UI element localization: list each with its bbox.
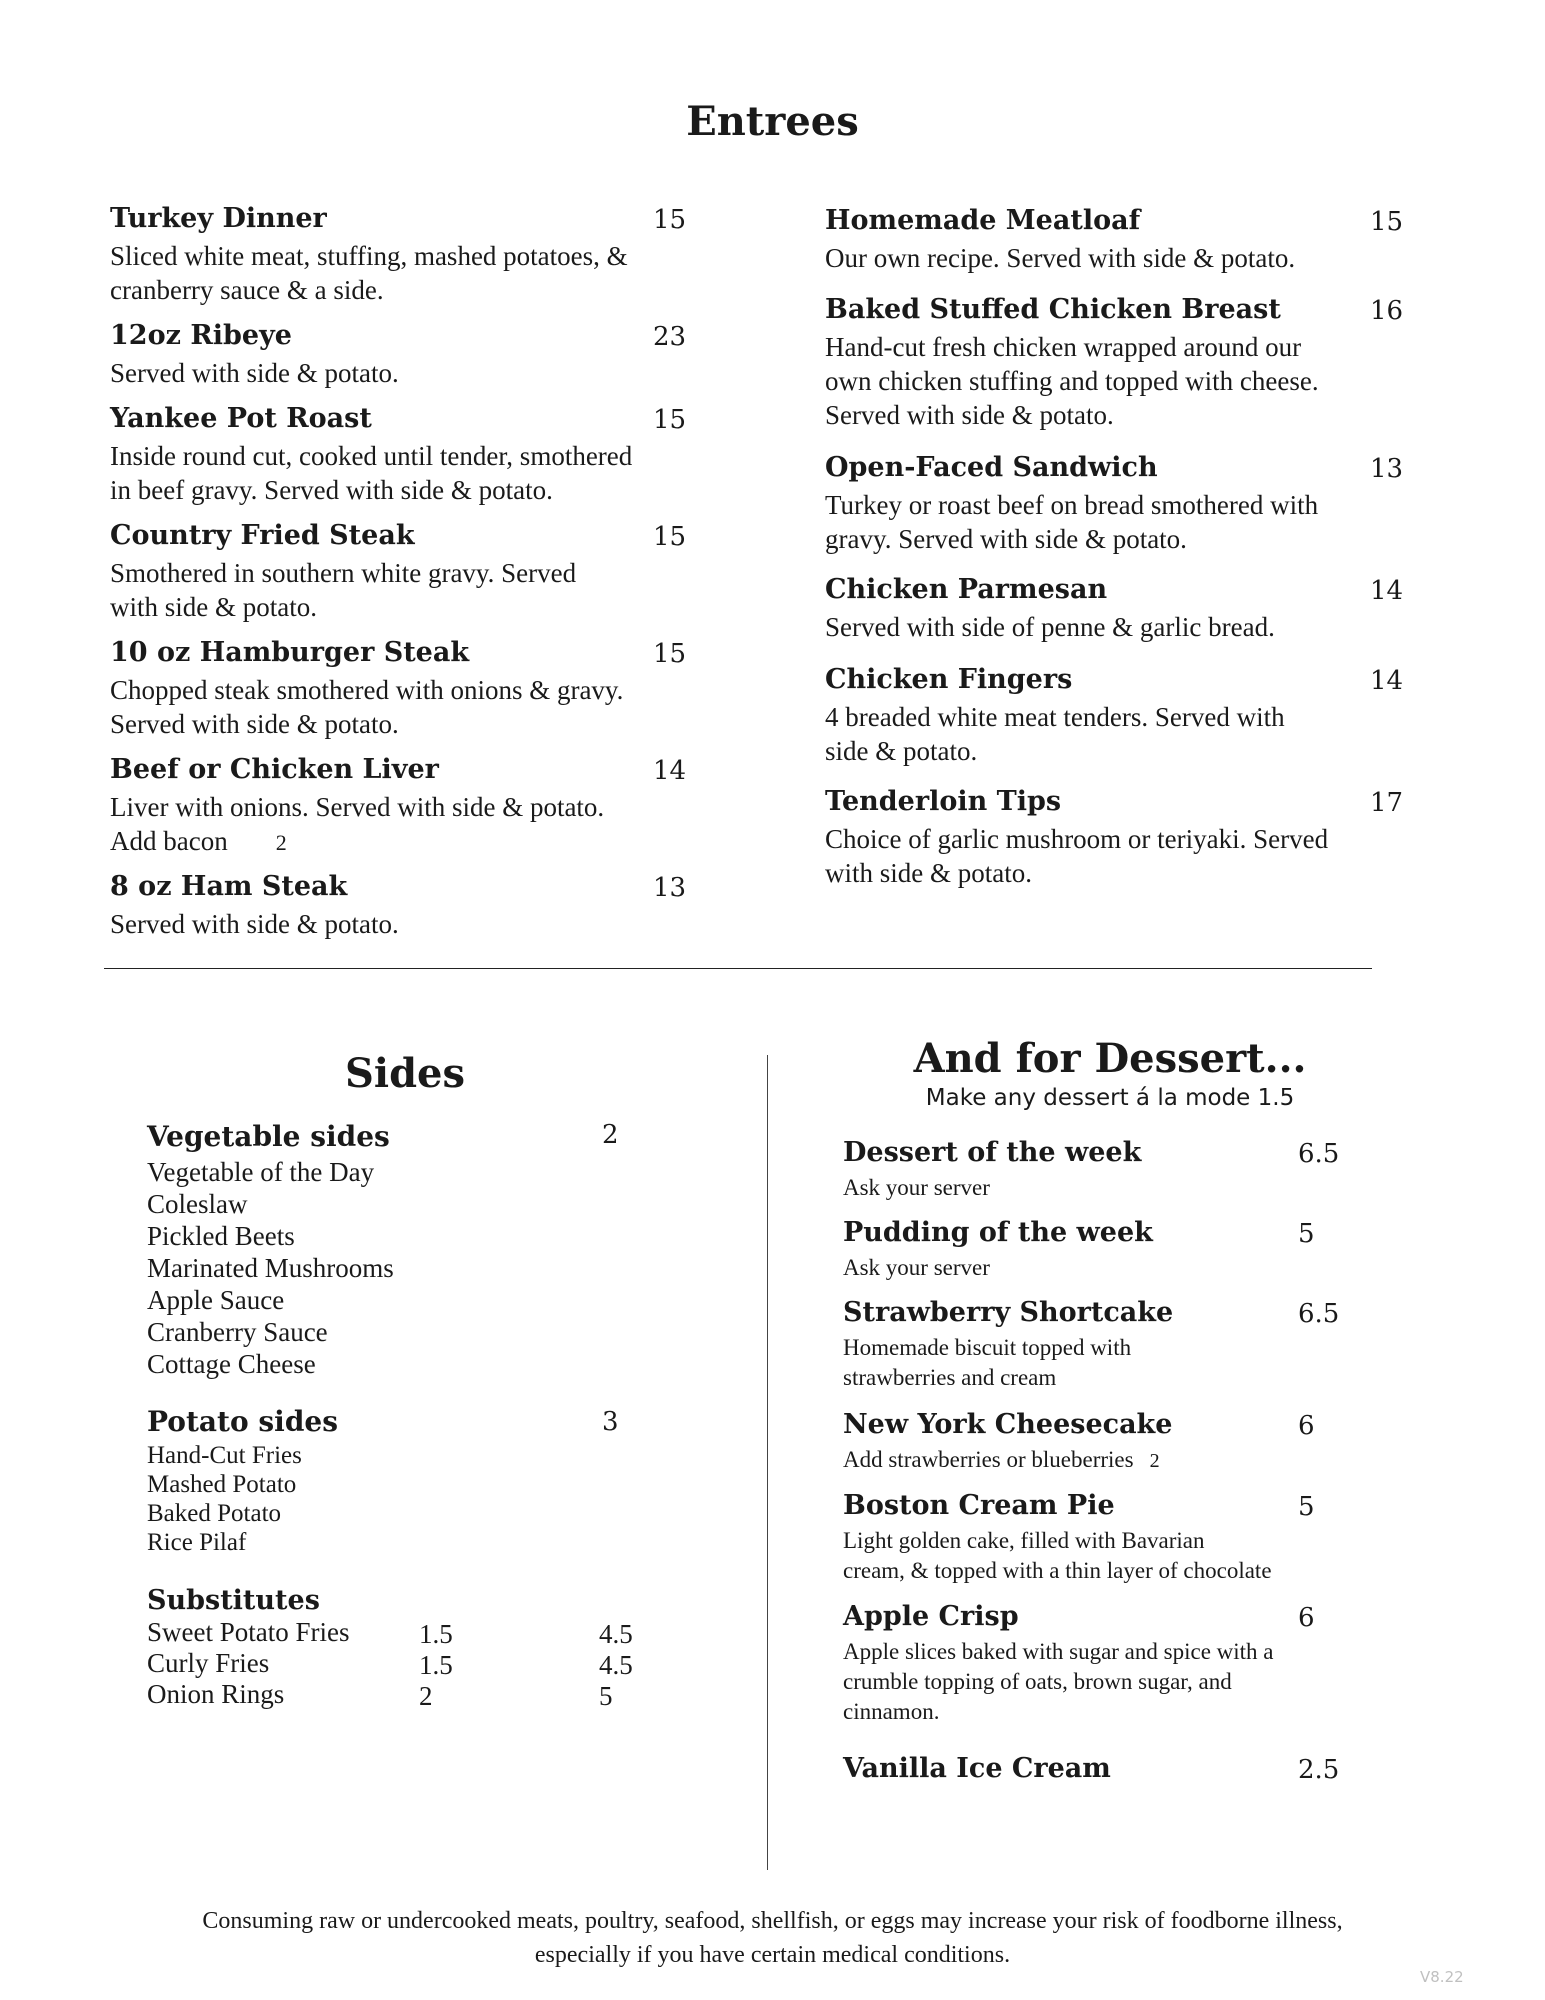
sides-title: Sides	[344, 1050, 466, 1097]
entree-desc: side & potato.	[825, 736, 978, 766]
dessert-desc: Light golden cake, filled with Bavarian	[843, 1528, 1205, 1553]
entree-name: Open-Faced Sandwich	[825, 452, 1158, 483]
entree-name: Baked Stuffed Chicken Breast	[825, 294, 1281, 325]
entree-desc: Served with side of penne & garlic bread.	[825, 612, 1275, 642]
entree-desc: Hand-cut fresh chicken wrapped around our	[825, 332, 1302, 362]
entree-desc: Choice of garlic mushroom or teriyaki. Served	[825, 824, 1329, 854]
substitute-price-b: 5	[599, 1681, 613, 1711]
footer-line: Consuming raw or undercooked meats, poultry, seafood, shellfish, or eggs may increase your risk of foodborne illness,	[202, 1908, 1343, 1934]
entree-stuffed-chicken	[825, 294, 1404, 432]
entree-name: 12oz Ribeye	[110, 320, 292, 351]
entree-name: Turkey Dinner	[110, 203, 327, 234]
entree-desc: Served with side & potato.	[110, 358, 399, 388]
entree-desc: Inside round cut, cooked until tender, smothered	[110, 441, 633, 471]
dessert-item	[843, 1601, 1363, 1727]
dessert-name: Vanilla Ice Cream	[843, 1753, 1111, 1784]
entree-name: Country Fried Steak	[110, 520, 415, 551]
entree-desc: Our own recipe. Served with side & potato.	[825, 243, 1296, 273]
side-item: Cottage Cheese	[147, 1349, 316, 1379]
entree-desc: 4 breaded white meat tenders. Served with	[825, 702, 1285, 732]
dessert-desc: cinnamon.	[843, 1699, 940, 1724]
entree-ham-steak	[110, 871, 687, 941]
dessert-desc	[843, 1445, 1363, 1476]
entree-name: Tenderloin Tips	[825, 786, 1062, 817]
dessert-price: 6.5	[1298, 1299, 1340, 1329]
substitute-name: Onion Rings	[147, 1679, 285, 1709]
vegetable-sides-heading: Vegetable sides	[147, 1120, 390, 1153]
dessert-desc: Homemade biscuit topped with	[843, 1335, 1132, 1360]
dessert-item	[843, 1137, 1363, 1203]
dessert-price: 5	[1298, 1492, 1315, 1522]
entree-country-fried-steak	[110, 520, 687, 624]
entree-name: Beef or Chicken Liver	[110, 754, 439, 785]
substitute-price-a: 2	[419, 1681, 433, 1711]
entree-ribeye	[110, 320, 687, 390]
entree-price: 13	[1370, 454, 1404, 484]
substitutes	[147, 1585, 633, 1711]
dessert-name: Dessert of the week	[843, 1137, 1142, 1168]
entree-price: 14	[1370, 666, 1404, 696]
substitute-name: Curly Fries	[147, 1648, 270, 1678]
vegetable-sides-price: 2	[602, 1120, 619, 1150]
entree-turkey-dinner	[110, 203, 687, 307]
dessert-item	[843, 1217, 1363, 1283]
entree-price: 14	[1370, 576, 1404, 606]
dessert-desc: crumble topping of oats, brown sugar, and	[843, 1669, 1232, 1694]
dessert-item	[843, 1753, 1363, 1789]
dessert-title: And for Dessert...	[913, 1035, 1307, 1082]
entree-desc: Turkey or roast beef on bread smothered with	[825, 490, 1319, 520]
entree-desc: Chopped steak smothered with onions & gravy.	[110, 675, 624, 705]
entree-addon	[110, 824, 604, 860]
dessert-name: Strawberry Shortcake	[843, 1297, 1174, 1328]
entree-desc: own chicken stuffing and topped with cheese.	[825, 366, 1319, 396]
dessert-price: 6.5	[1298, 1139, 1340, 1169]
substitute-name: Sweet Potato Fries	[147, 1617, 350, 1647]
potato-sides	[147, 1405, 627, 1557]
entree-open-faced-sandwich	[825, 452, 1404, 556]
section-divider	[104, 968, 1372, 969]
substitute-price-a: 1.5	[419, 1619, 453, 1649]
dessert-price: 6	[1298, 1603, 1315, 1633]
entree-meatloaf	[825, 205, 1404, 275]
substitute-row	[147, 1679, 627, 1710]
entree-desc: gravy. Served with side & potato.	[825, 524, 1187, 554]
entree-pot-roast	[110, 403, 687, 507]
entree-desc: cranberry sauce & a side.	[110, 275, 384, 305]
entree-chicken-fingers	[825, 664, 1404, 768]
entree-chicken-parmesan	[825, 574, 1404, 644]
entree-price: 23	[653, 322, 687, 352]
column-divider	[767, 1055, 768, 1870]
entree-desc: Served with side & potato.	[110, 909, 399, 939]
side-item: Baked Potato	[147, 1500, 282, 1527]
dessert-item	[843, 1297, 1363, 1393]
vegetable-sides	[147, 1120, 627, 1380]
side-item: Rice Pilaf	[147, 1529, 247, 1556]
entree-name: 10 oz Hamburger Steak	[110, 637, 470, 668]
dessert-desc: Apple slices baked with sugar and spice with a	[843, 1639, 1274, 1664]
entree-name: Chicken Parmesan	[825, 574, 1108, 605]
dessert-desc: cream, & topped with a thin layer of chocolate	[843, 1558, 1272, 1583]
dessert-price: 5	[1298, 1219, 1315, 1249]
entree-price: 15	[1370, 207, 1404, 237]
dessert-desc: Ask your server	[843, 1255, 990, 1280]
side-item: Apple Sauce	[147, 1285, 285, 1315]
entree-price: 13	[653, 873, 687, 903]
dessert-subtitle: Make any dessert á la mode 1.5	[925, 1085, 1295, 1111]
side-item: Vegetable of the Day	[147, 1157, 375, 1187]
potato-sides-price: 3	[602, 1407, 619, 1437]
footer-disclaimer	[0, 1904, 1545, 1972]
version-label: V8.22	[1420, 1968, 1464, 1986]
entree-tenderloin-tips	[825, 786, 1404, 890]
substitute-row	[147, 1617, 633, 1649]
footer-line: especially if you have certain medical conditions.	[534, 1942, 1011, 1968]
substitute-price-b: 4.5	[599, 1619, 633, 1649]
entree-name: Chicken Fingers	[825, 664, 1073, 695]
entree-price: 15	[653, 522, 687, 552]
dessert-item	[843, 1490, 1363, 1586]
dessert-name: Apple Crisp	[843, 1601, 1019, 1632]
side-item: Pickled Beets	[147, 1221, 295, 1251]
entree-price: 16	[1370, 296, 1404, 326]
entree-hamburger-steak	[110, 637, 687, 741]
side-item: Hand-Cut Fries	[147, 1442, 302, 1469]
entrees-title: Entrees	[686, 98, 859, 145]
entree-desc: Served with side & potato.	[110, 709, 399, 739]
entree-name: Homemade Meatloaf	[825, 205, 1141, 236]
entree-price: 14	[653, 756, 687, 786]
entree-liver	[110, 754, 687, 860]
side-item: Cranberry Sauce	[147, 1317, 328, 1347]
entree-desc: Smothered in southern white gravy. Served	[110, 558, 577, 588]
substitute-row	[147, 1648, 633, 1680]
addon-price: 2	[275, 830, 287, 855]
entree-name: Yankee Pot Roast	[110, 403, 372, 434]
entree-desc: Liver with onions. Served with side & potato.	[110, 792, 605, 822]
entree-desc: with side & potato.	[825, 858, 1032, 888]
entree-price: 17	[1370, 788, 1404, 818]
entree-desc: in beef gravy. Served with side & potato.	[110, 475, 553, 505]
dessert-addon-price: 2	[1149, 1450, 1160, 1472]
entree-price: 15	[653, 205, 687, 235]
dessert-name: Pudding of the week	[843, 1217, 1153, 1248]
entree-price: 15	[653, 639, 687, 669]
substitute-price-b: 4.5	[599, 1650, 633, 1680]
dessert-desc: Ask your server	[843, 1175, 990, 1200]
entree-desc: with side & potato.	[110, 592, 317, 622]
addon-label: Add bacon	[110, 826, 228, 856]
substitutes-heading: Substitutes	[147, 1585, 320, 1616]
dessert-name: New York Cheesecake	[843, 1409, 1173, 1440]
side-item: Marinated Mushrooms	[147, 1253, 394, 1283]
side-item: Mashed Potato	[147, 1471, 297, 1498]
entree-name: 8 oz Ham Steak	[110, 871, 348, 902]
substitute-price-a: 1.5	[419, 1650, 453, 1680]
dessert-item	[843, 1409, 1363, 1476]
entree-desc: Sliced white meat, stuffing, mashed potatoes, &	[110, 241, 628, 271]
dessert-desc-text: Add strawberries or blueberries	[843, 1447, 1134, 1472]
potato-sides-heading: Potato sides	[147, 1405, 338, 1438]
entree-desc: Served with side & potato.	[825, 400, 1114, 430]
side-item: Coleslaw	[147, 1189, 248, 1219]
dessert-name: Boston Cream Pie	[843, 1490, 1115, 1521]
entree-price: 15	[653, 405, 687, 435]
dessert-price: 2.5	[1298, 1755, 1340, 1785]
dessert-price: 6	[1298, 1411, 1315, 1441]
dessert-desc: strawberries and cream	[843, 1365, 1057, 1390]
